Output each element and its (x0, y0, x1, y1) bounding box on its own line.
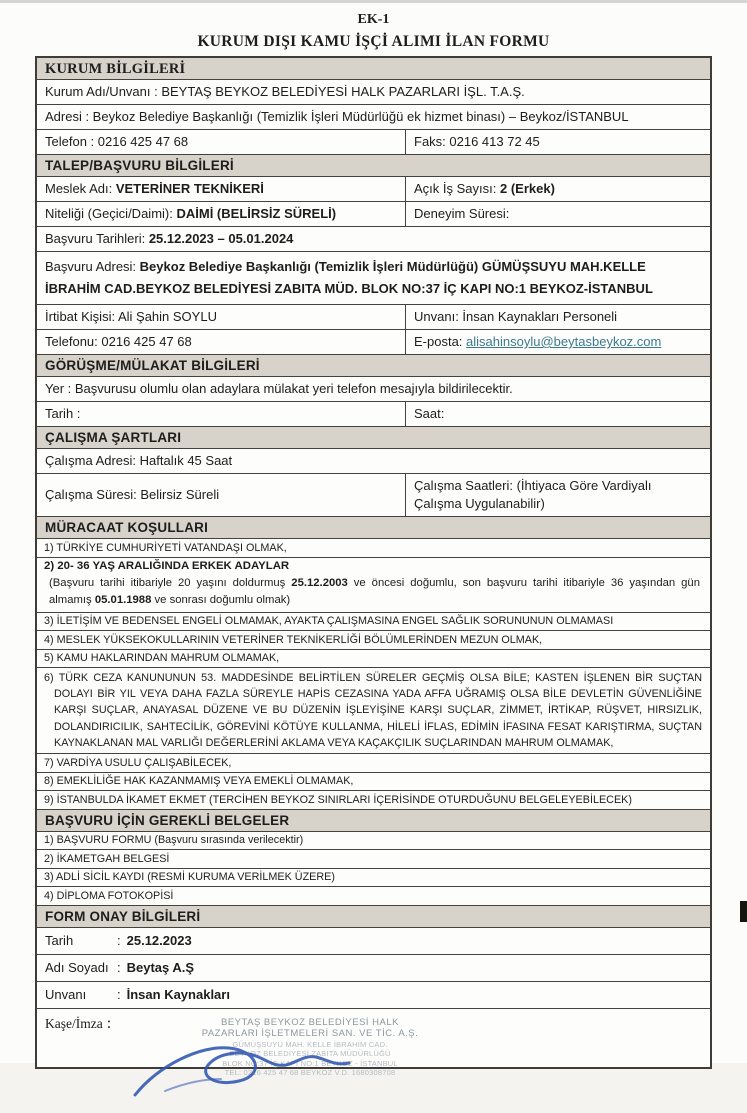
muracaat-item-1: 1) TÜRKİYE CUMHURİYETİ VATANDAŞI OLMAK, (37, 539, 710, 558)
basvuru-adres-value: Beykoz Belediye Başkanlığı (Temizlik İşleri Müdürlüğü) GÜMÜŞSUYU MAH.KELLE İBRAHİM CAD.BEYKOZ BELEDİYESİ ZABITA MÜD. BLOK NO:37 İÇ KAPI NO:1 BEYKOZ-İSTANBUL (45, 259, 653, 296)
field-meslek-adi (37, 177, 406, 201)
belge-item-4: 4) DİPLOMA FOTOKOPİSİ (37, 887, 710, 906)
row-telefonu-eposta (37, 330, 710, 355)
muracaat-item-2-text: (Başvuru tarihi itibariyle 20 yaşını doldurmuş (49, 577, 286, 589)
field-yer: Yer : Başvurusu olumlu olan adaylara mülakat yeri telefon mesajıyla bildirilecektir. (37, 377, 710, 402)
page-title: KURUM DIŞI KAMU İŞÇİ ALIMI İLAN FORMU (197, 33, 550, 50)
belge-item-3: 3) ADLİ SİCİL KAYDI (RESMİ KURUMA VERİLMEK ÜZERE) (37, 869, 710, 888)
row-tarih-saat (37, 402, 710, 427)
row-irtibat-unvan (37, 305, 710, 330)
muracaat-item-7: 7) VARDİYA USULU ÇALIŞABİLECEK, (37, 754, 710, 773)
section-header-gerekli-belgeler: BAŞVURU İÇİN GEREKLİ BELGELER (37, 810, 710, 832)
meslek-value: VETERİNER TEKNİKERİ (115, 181, 264, 196)
muracaat-item-5: 5) KAMU HAKLARINDAN MAHRUM OLMAMAK, (37, 650, 710, 669)
stamp-line: TEL: 0216 425 47 68 BEYKOZ V.D. 1680308708 (224, 1068, 396, 1078)
muracaat-item-2-text: ve öncesi doğumlu, son başvuru tarihi itibariyle 36 yaşından gün almamış (49, 577, 700, 606)
stamp-line: PAZARLARI İŞLETMELERİ SAN. VE TİC. A.Ş. (201, 1028, 419, 1040)
section-header-calisma-sartlari: ÇALIŞMA ŞARTLARI (37, 427, 710, 449)
belge-item-2: 2) İKAMETGAH BELGESİ (37, 850, 710, 869)
field-irtibat-kisisi: İrtibat Kişisi: Ali Şahin SOYLU (37, 305, 406, 329)
basvuru-tarih-label: Başvuru Tarihleri: (45, 231, 146, 246)
section-header-talep-basvuru: TALEP/BAŞVURU BİLGİLERİ (37, 155, 710, 177)
meslek-label: Meslek Adı: (45, 181, 113, 196)
muracaat-item-6: 6) TÜRK CEZA KANUNUNUN 53. MADDESİNDE BELİRTİLEN SÜRELER GEÇMİŞ OLSA BİLE; KASTEN İŞLENEN BİR SUÇTAN DOLAYI BİR YIL VEYA DAHA FAZLA SÜREYLE HAPİS CEZASINA YADA AFFA UĞRAMIŞ OLSA BİLE DEVLETİN GÜVENLİĞİNE KARŞI SUÇLAR, ANAYASAL DÜZENE VE BU DÜZENİN İŞLEYİŞİNE KARŞI SUÇLAR, ZİMMET, İRTİKAP, RÜŞVET, HIRSIZLIK, DOLANDIRICILIK, SAHTECİLİK, GÖREVİNİ KÖTÜYE KULLANMA, HİLELİ İFLAS, EDİMİN İFASINA FESAT KARIŞTIRMA, SUÇTAN KAYNAKLANAN MAL VARLIĞI DEĞERLERİNİ AKLAMA VEYA KAÇAKÇILIK SUÇLARINDAN MAHRUM OLMAMAK, (37, 668, 710, 754)
field-calisma-suresi: Çalışma Süresi: Belirsiz Süreli (37, 474, 406, 516)
muracaat-item-2-text: ve sonrası doğumlu olmak) (154, 593, 291, 606)
onay-ad-label: Adı Soyadı (45, 959, 109, 975)
muracaat-item-9: 9) İSTANBULDA İKAMET EKMET (TERCİHEN BEYKOZ SINIRLARI İÇERİSİNDE OTURDUĞUNU BELGELEYEBİLECEK) (37, 791, 710, 810)
field-acik-is-sayisi (406, 177, 710, 201)
field-gorusme-saat: Saat: (414, 406, 445, 421)
muracaat-item-2 (37, 558, 710, 613)
colon: : (117, 959, 121, 975)
field-niteligi (37, 202, 406, 226)
nitelik-label: Niteliği (Geçici/Daimi): (45, 206, 173, 221)
acik-is-label: Açık İş Sayısı: (414, 181, 497, 196)
scan-edge-artifact (0, 0, 747, 3)
stamp-line: GÜMÜŞSUYU MAH. KELLE İBRAHİM CAD. (232, 1039, 388, 1049)
muracaat-item-2-date-1: 25.12.2003 (291, 577, 348, 589)
muracaat-item-4: 4) MESLEK YÜKSEKOKULLARININ VETERİNER TEKNİKERLİĞİ BÖLÜMLERİNDEN MEZUN OLMAK, (37, 631, 710, 650)
colon: : (117, 932, 121, 948)
acik-is-value: 2 (Erkek) (499, 181, 555, 196)
onay-unvan-label: Unvanı (45, 986, 87, 1002)
basvuru-adres-label: Başvuru Adresi: (45, 259, 137, 274)
row-telefon-faks (37, 130, 710, 155)
section-header-gorusme-mulakat: GÖRÜŞME/MÜLAKAT BİLGİLERİ (37, 355, 710, 377)
basvuru-tarih-value: 25.12.2023 – 05.01.2024 (148, 231, 294, 246)
field-basvuru-adresi (37, 252, 710, 305)
onay-unvan-value: İnsan Kaynakları (126, 986, 230, 1002)
stamp-line: BEYTAŞ BEYKOZ BELEDİYESİ HALK (221, 1016, 399, 1028)
field-gorusme-tarih: Tarih : (37, 402, 406, 426)
colon: : (106, 1014, 112, 1032)
field-kurum-adresi: Adresi : Beykoz Belediye Başkanlığı (Temizlik İşleri Müdürlüğü ek hizmet binası) – Beykoz/İSTANBUL (37, 105, 710, 130)
field-calisma-saatleri: Çalışma Saatleri: (İhtiyaca Göre Vardiyalı Çalışma Uygulanabilir) (414, 478, 652, 511)
field-unvani: Unvanı: İnsan Kaynakları Personeli (414, 309, 618, 324)
onay-tarih-label: Tarih (45, 932, 74, 948)
muracaat-item-3: 3) İLETİŞİM VE BEDENSEL ENGELİ OLMAMAK, AYAKTA ÇALIŞMASINA ENGEL SAĞLIK SORUNUNUN OLMAMASI (37, 613, 710, 632)
row-nitelik-deneyim (37, 202, 710, 227)
onay-tarih-value: 25.12.2023 (126, 932, 192, 948)
field-kase-imza (37, 1009, 710, 1078)
muracaat-item-2-title: 2) 20- 36 YAŞ ARALIĞINDA ERKEK ADAYLAR (44, 560, 290, 572)
field-kurum-adi: Kurum Adı/Unvanı : BEYTAŞ BEYKOZ BELEDİYESİ HALK PAZARLARI İŞL. T.A.Ş. (37, 80, 710, 105)
belge-item-1: 1) BAŞVURU FORMU (Başvuru sırasında verilecektir) (37, 832, 710, 851)
nitelik-value: DAİMİ (BELİRSİZ SÜRELİ) (176, 206, 337, 221)
kase-label: Kaşe/İmza (45, 1015, 103, 1031)
scan-artifact (740, 901, 747, 922)
field-telefonu: Telefonu: 0216 425 47 68 (37, 330, 406, 354)
row-calisma-suresi-saatleri (37, 474, 710, 517)
section-header-muracaat-kosullari: MÜRACAAT KOŞULLARI (37, 517, 710, 539)
eposta-label: E-posta: (414, 334, 463, 349)
signature-scribble (125, 1033, 395, 1113)
document-header (0, 0, 747, 51)
stamp-line: BEYKOZ BELEDİYESİ ZABITA MÜDÜRLÜĞÜ (229, 1049, 391, 1059)
field-basvuru-tarihleri (37, 227, 710, 252)
muracaat-item-8: 8) EMEKLİLİĞE HAK KAZANMAMIŞ VEYA EMEKLİ OLMAMAK, (37, 773, 710, 792)
eposta-link[interactable]: alisahinsoylu@beytasbeykoz.com (466, 334, 662, 349)
colon: : (117, 986, 121, 1002)
section-header-kurum-bilgileri: KURUM BİLGİLERİ (37, 58, 710, 80)
field-onay-adi-soyadi (37, 955, 710, 982)
doc-code: EK-1 (357, 12, 390, 27)
field-faks: Faks: 0216 413 72 45 (414, 134, 540, 149)
onay-ad-value: Beytaş A.Ş (126, 959, 195, 975)
field-telefon: Telefon : 0216 425 47 68 (37, 130, 406, 154)
field-eposta (406, 330, 710, 354)
muracaat-item-2-paragraph (44, 574, 703, 610)
field-calisma-adresi: Çalışma Adresi: Haftalık 45 Saat (37, 449, 710, 474)
field-onay-tarih (37, 928, 710, 955)
row-meslek-acikis (37, 177, 710, 202)
muracaat-item-2-date-2: 05.01.1988 (94, 593, 152, 606)
section-header-form-onay: FORM ONAY BİLGİLERİ (37, 906, 710, 928)
form-table (35, 56, 712, 1078)
field-onay-unvani (37, 982, 710, 1009)
stamp-line: BLOK NO:37 İÇ KAPI NO:1 BEYKOZ - İSTANBUL (222, 1058, 398, 1068)
field-deneyim-suresi: Deneyim Süresi: (414, 206, 510, 221)
